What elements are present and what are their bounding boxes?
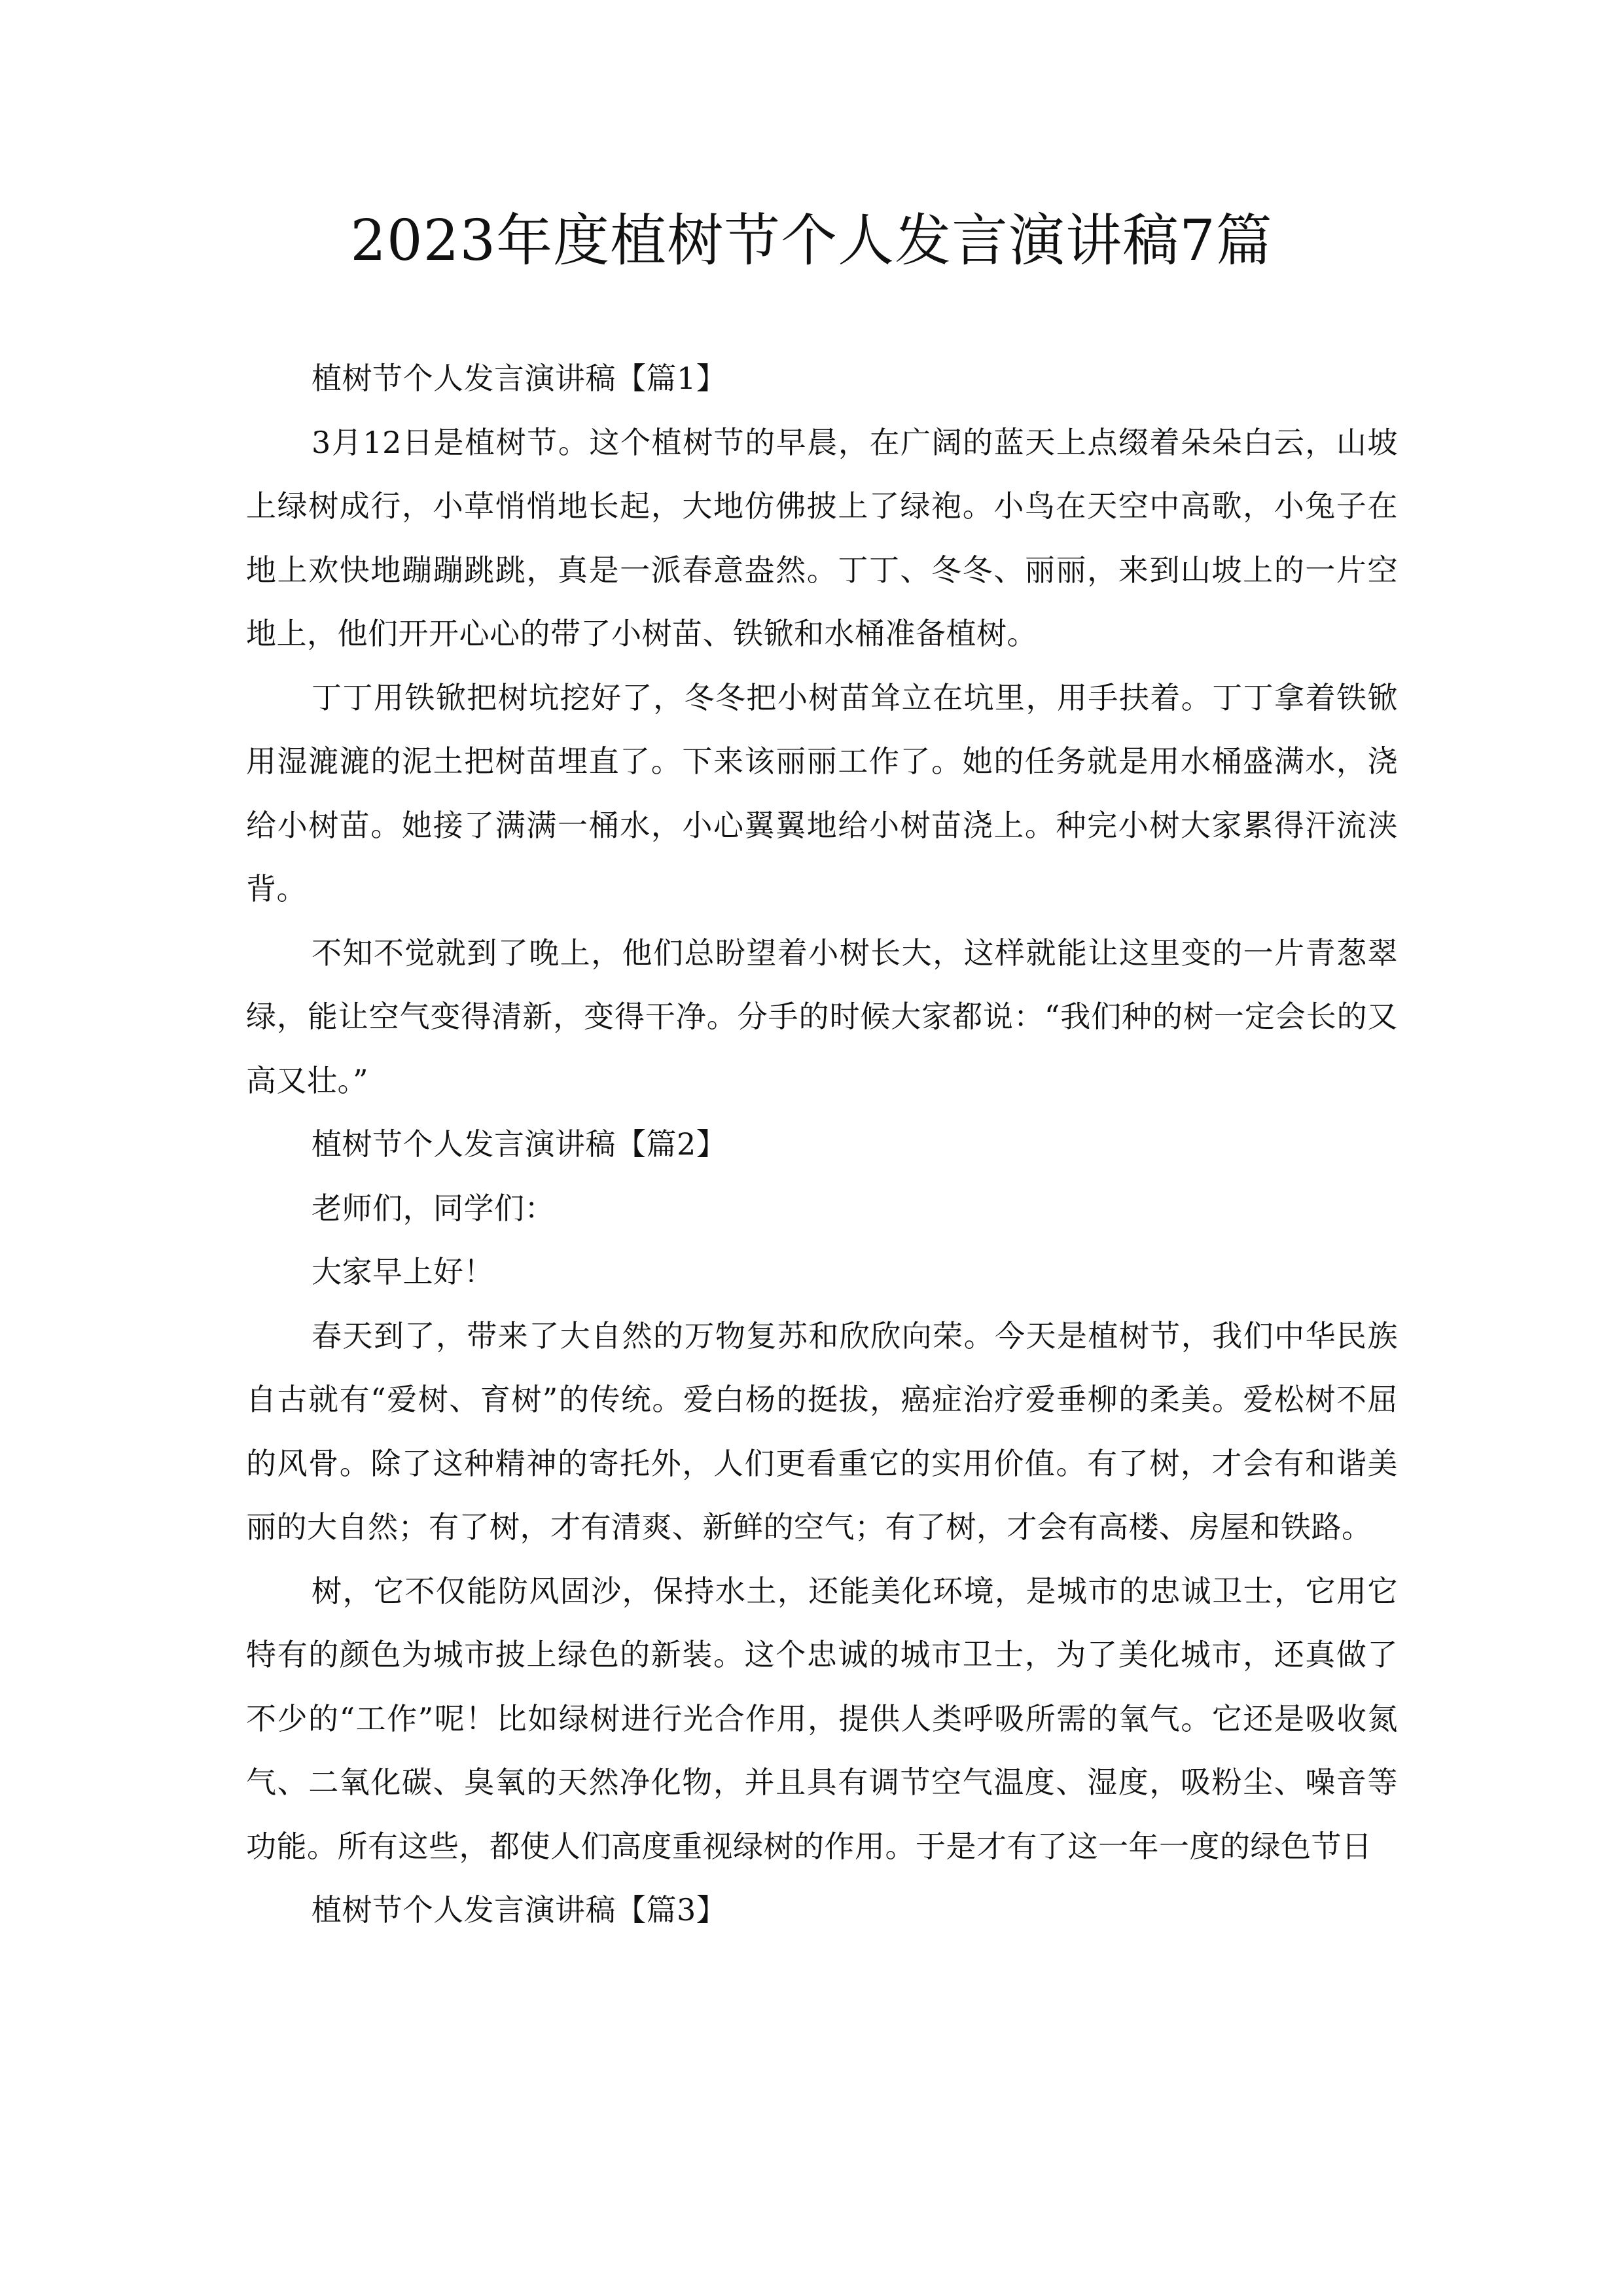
section-heading-2: 植树节个人发言演讲稿【篇2】 [312, 1126, 727, 1162]
section-heading-3: 植树节个人发言演讲稿【篇3】 [312, 1892, 727, 1928]
paragraph: 3月12日是植树节。这个植树节的早晨，在广阔的蓝天上点缀着朵朵白云，山坡上绿树成行，小草悄悄地长起，大地仿佛披上了绿袍。小鸟在天空中高歌，小兔子在地上欢快地蹦蹦跳跳，真是一派春意盎然。丁丁、冬冬、丽丽，来到山坡上的一片空地上，他们开开心心的带了小树苗、铁锨和水桶准备植树。 [246, 424, 1398, 651]
paragraph: 春天到了，带来了大自然的万物复苏和欣欣向荣。今天是植树节，我们中华民族自古就有“爱树、育树”的传统。爱白杨的挺拔，癌症治疗爱垂柳的柔美。爱松树不屈的风骨。除了这种精神的寄托外，人们更看重它的实用价值。有了树，才会有和谐美丽的大自然；有了树，才有清爽、新鲜的空气；有了树，才会有高楼、房屋和铁路。 [246, 1318, 1398, 1545]
section-heading-1: 植树节个人发言演讲稿【篇1】 [312, 361, 727, 396]
paragraph: 丁丁用铁锨把树坑挖好了，冬冬把小树苗耸立在坑里，用手扶着。丁丁拿着铁锨用湿漉漉的泥土把树苗埋直了。下来该丽丽工作了。她的任务就是用水桶盛满水，浇给小树苗。她接了满满一桶水，小心翼翼地给小树苗浇上。种完小树大家累得汗流浃背。 [246, 679, 1398, 906]
paragraph: 树，它不仅能防风固沙，保持水土，还能美化环境，是城市的忠诚卫士，它用它特有的颜色为城市披上绿色的新装。这个忠诚的城市卫士，为了美化城市，还真做了不少的“工作”呢！比如绿树进行光合作用，提供人类呼吸所需的氧气。它还是吸收氮气、二氧化碳、臭氧的天然净化物，并且具有调节空气温度、湿度，吸粉尘、噪音等功能。所有这些，都使人们高度重视绿树的作用。于是才有了这一年一度的绿色节日 [246, 1573, 1398, 1864]
document-body [246, 347, 1398, 1943]
paragraph: 不知不觉就到了晚上，他们总盼望着小树长大，这样就能让这里变的一片青葱翠绿，能让空气变得清新，变得干净。分手的时候大家都说：“我们种的树一定会长的又高又壮。” [246, 935, 1398, 1098]
document-title: 2023年度植树节个人发言演讲稿7篇 [350, 208, 1273, 274]
salutation: 老师们，同学们： [312, 1190, 555, 1226]
greeting: 大家早上好！ [312, 1254, 494, 1289]
